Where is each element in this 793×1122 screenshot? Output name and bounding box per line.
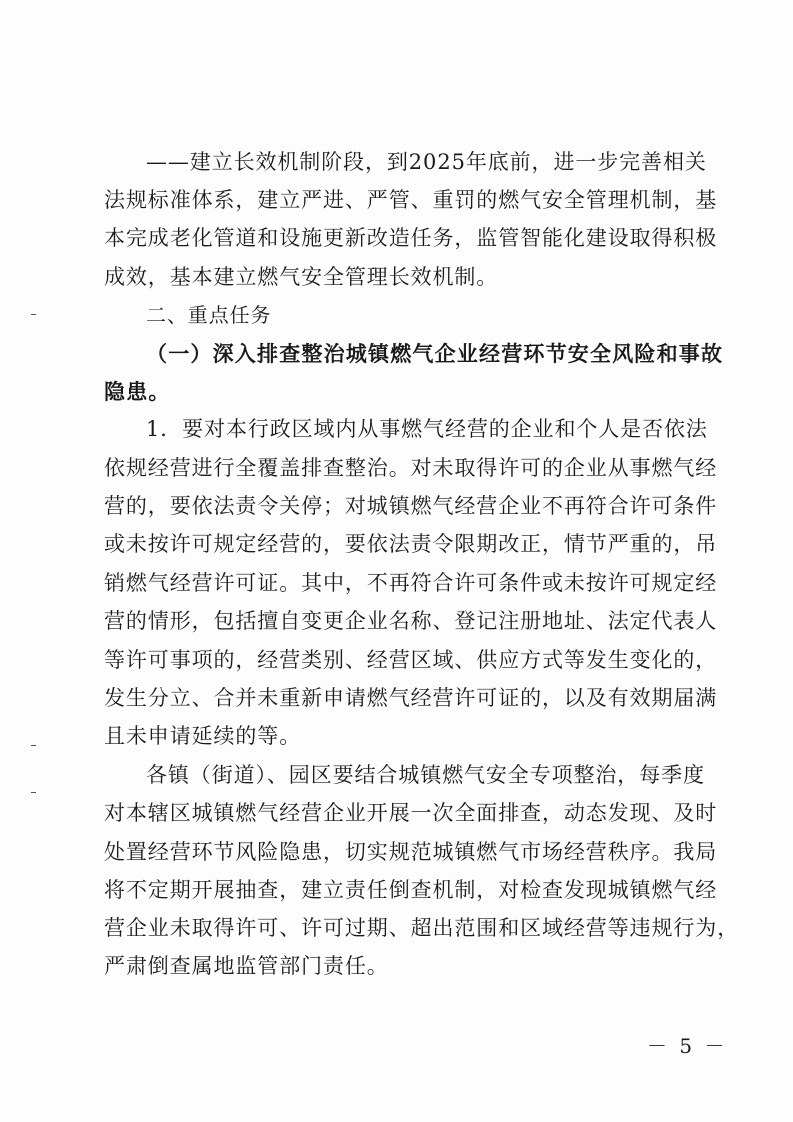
- scan-mark: [31, 314, 36, 315]
- paragraph-line: 营的，要依法责令关停；对城镇燃气经营企业不再符合许可条件: [104, 494, 718, 518]
- paragraph-line: 1．要对本行政区域内从事燃气经营的企业和个人是否依法: [146, 417, 708, 441]
- paragraph-line: 本完成老化管道和设施更新改造任务，监管智能化建设取得积极: [104, 226, 718, 250]
- paragraph-line: 严肃倒查属地监管部门责任。: [104, 954, 389, 978]
- subsection-heading-continued: 隐患。: [104, 379, 171, 404]
- scan-mark: [31, 745, 36, 746]
- section-heading: 二、重点任务: [146, 303, 272, 327]
- page-number: － 5 －: [647, 1034, 728, 1058]
- subsection-heading: （一）深入排查整治城镇燃气企业经营环节安全风险和事故: [146, 341, 724, 366]
- paragraph-line: 等许可事项的，经营类别、经营区域、供应方式等发生变化的，: [104, 648, 718, 672]
- paragraph-line: 各镇（街道）、园区要结合城镇燃气安全专项整治，每季度: [146, 763, 705, 787]
- paragraph-line: 成效，基本建立燃气安全管理长效机制。: [104, 265, 499, 289]
- paragraph-line: 依规经营进行全覆盖排查整治。对未取得许可的企业从事燃气经: [104, 456, 718, 480]
- paragraph-line: 对本辖区城镇燃气经营企业开展一次全面排查，动态发现、及时: [104, 801, 718, 825]
- paragraph-line: 处置经营环节风险隐患，切实规范城镇燃气市场经营秩序。我局: [104, 840, 718, 864]
- paragraph-line: 营企业未取得许可、许可过期、超出范围和区域经营等违规行为，: [104, 916, 740, 940]
- paragraph-line: 法规标准体系，建立严进、严管、重罚的燃气安全管理机制，基: [104, 188, 718, 212]
- paragraph-line: 发生分立、合并未重新申请燃气经营许可证的，以及有效期届满: [104, 686, 718, 710]
- paragraph-line: 销燃气经营许可证。其中，不再符合许可条件或未按许可规定经: [104, 571, 718, 595]
- paragraph-line: 且未申请延续的等。: [104, 724, 302, 748]
- paragraph-line: ——建立长效机制阶段，到2025年底前，进一步完善相关: [146, 150, 707, 174]
- scan-mark: [31, 792, 36, 793]
- paragraph-line: 营的情形，包括擅自变更企业名称、登记注册地址、法定代表人: [104, 609, 718, 633]
- paragraph-line: 或未按许可规定经营的，要依法责令限期改正，情节严重的，吊: [104, 532, 718, 556]
- paragraph-line: 将不定期开展抽查，建立责任倒查机制，对检查发现城镇燃气经: [104, 878, 718, 902]
